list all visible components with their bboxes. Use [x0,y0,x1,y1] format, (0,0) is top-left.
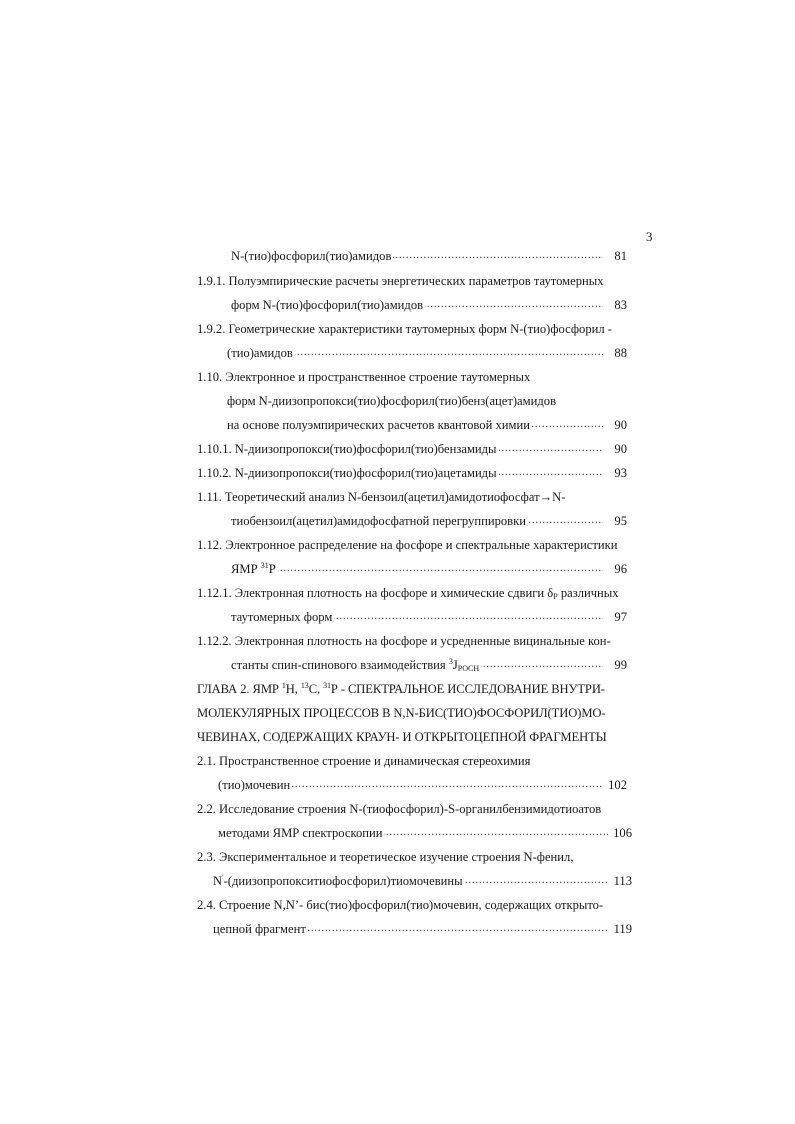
toc-entry-title: 1.10.2. N-диизопропокси(тио)фосфорил(тио)ацетамиды [197,466,497,480]
toc-entry [197,465,627,481]
toc-entry [227,417,627,433]
toc-entry-title: 1.10.1. N-диизопропокси(тио)фосфорил(тио)бензамиды [197,442,497,456]
toc-entry [227,345,627,361]
toc-entry [231,513,627,529]
toc-entry [231,297,627,313]
toc-entry [197,537,618,553]
toc-entry-page: 88 [614,346,627,360]
superscript: ' [222,873,224,882]
toc-entry-page: 113 [613,874,632,888]
toc-entry [197,441,627,457]
toc-entry [227,393,556,409]
superscript: 1 [281,681,286,690]
chapter-heading [197,705,606,721]
toc-entry [218,777,627,793]
toc-entry-title: 1.9.2. Геометрические характеристики таутомерных форм N-(тио)фосфорил - [197,322,612,336]
superscript: 3 [448,657,453,666]
toc-entry-page: 83 [614,298,627,312]
page-number: 3 [646,229,653,244]
toc-entry [213,873,632,889]
superscript: 13 [300,681,309,690]
toc-entry-page: 99 [614,658,627,672]
toc-entry-title: 2.4. Строение N,N’- бис(тио)фосфорил(тио)мочевин, содержащих открыто- [197,898,604,912]
toc-entry [218,825,632,841]
text-run: -(диизопропокситиофосфорил)тиомочевины [223,874,463,888]
toc-entry [213,921,632,937]
toc-entry-title: 1.12.2. Электронная плотность на фосфоре и усредненные вицинальные кон- [197,634,611,648]
text-run: МОЛЕКУЛЯРНЫХ ПРОЦЕССОВ В N,N-БИС(ТИО)ФОСФОРИЛ(ТИО)МО- [197,706,606,720]
toc-entry-page: 90 [614,442,627,456]
toc-entry-title: методами ЯМР спектроскопии [218,826,383,840]
toc-entry [231,248,627,264]
toc-entry [197,585,619,601]
toc-entry-page: 95 [614,514,627,528]
toc-entry [197,489,565,505]
toc-entry-title: (тио)мочевин [218,778,291,792]
toc-entry [197,633,611,649]
text-run: станты спин-спинового взаимодействия [231,658,449,672]
toc-entry [231,657,627,673]
toc-entry-title: 2.2. Исследование строения N-(тиофосфорил)-S-органилбензимидотиоатов [197,802,602,816]
toc-entry-title: N-(тио)фосфорил(тио)амидов [231,249,392,263]
text-run: ГЛАВА 2. ЯМР [197,682,282,696]
text-run: 1.12.1. Электронная плотность на фосфоре и химические сдвиги δ [197,586,554,600]
toc-entry-title: цепной фрагмент [213,922,306,936]
subscript: POCH [457,664,480,673]
toc-entry-title: на основе полуэмпирических расчетов квантовой химии [227,418,530,432]
toc-entry-title: 1.12. Электронное распределение на фосфоре и спектральные характеристики [197,538,618,552]
toc-entry [197,753,530,769]
toc-entry [231,561,627,577]
toc-entry-title: форм N-(тио)фосфорил(тио)амидов [231,298,424,312]
toc-entry-page: 106 [613,826,632,840]
chapter-heading [197,729,607,745]
toc-entry-title [231,561,278,577]
toc-entry-page: 81 [614,249,627,263]
toc-entry-title: 1.11. Теоретический анализ N-бензоил(ацетил)амидотиофосфат→N- [197,490,566,504]
superscript: 31 [323,681,331,690]
toc-entry-page: 96 [614,562,627,576]
toc-entry-page: 90 [614,418,627,432]
dot-leader [231,564,603,574]
toc-entry-title: (тио)амидов [227,346,293,360]
toc-entry-page: 97 [614,610,627,624]
toc-entry-page: 93 [614,466,627,480]
text-run: различных [557,586,619,600]
text-run: Р [268,562,276,576]
toc-entry [197,321,612,337]
text-run: Р - СПЕКТРАЛЬНОЕ ИССЛЕДОВАНИЕ ВНУТРИ- [330,682,605,696]
text-run: ЧЕВИНАХ, СОДЕРЖАЩИХ КРАУН- И ОТКРЫТОЦЕПНОЙ ФРАГМЕНТЫ [197,730,607,744]
toc-entry [197,369,530,385]
toc-entry-title: форм N-диизопропокси(тио)фосфорил(тио)бенз(ацет)амидов [227,394,557,408]
toc-entry [231,609,627,625]
toc-entry-page: 119 [613,922,632,936]
toc-entry-page: 102 [608,778,627,792]
text-run: J [452,658,458,672]
toc-entry-title: 2.3. Экспериментальное и теоретическое изучение строения N-фенил, [197,850,574,864]
toc-entry [197,273,604,289]
chapter-heading [197,681,605,697]
text-run: ЯМР [231,562,261,576]
toc-entry-title: таутомерных форм [231,610,333,624]
toc-entry-title: 1.10. Электронное и пространственное строение таутомерных [197,370,531,384]
superscript: 31 [260,561,269,570]
text-run: N [213,874,223,888]
text-run: С, [308,682,324,696]
toc-entry [197,801,601,817]
text-run: Н, [285,682,301,696]
toc-entry [197,897,603,913]
subscript: Р [553,592,558,601]
toc-entry [197,849,573,865]
toc-entry-title [213,873,465,889]
toc-entry-title [231,657,481,673]
toc-entry-title: 2.1. Пространственное строение и динамическая стереохимия [197,754,531,768]
toc-entry-title: тиобензоил(ацетил)амидофосфатной перегруппировки [231,514,526,528]
toc-entry-title: 1.9.1. Полуэмпирические расчеты энергетических параметров таутомерных [197,274,604,288]
